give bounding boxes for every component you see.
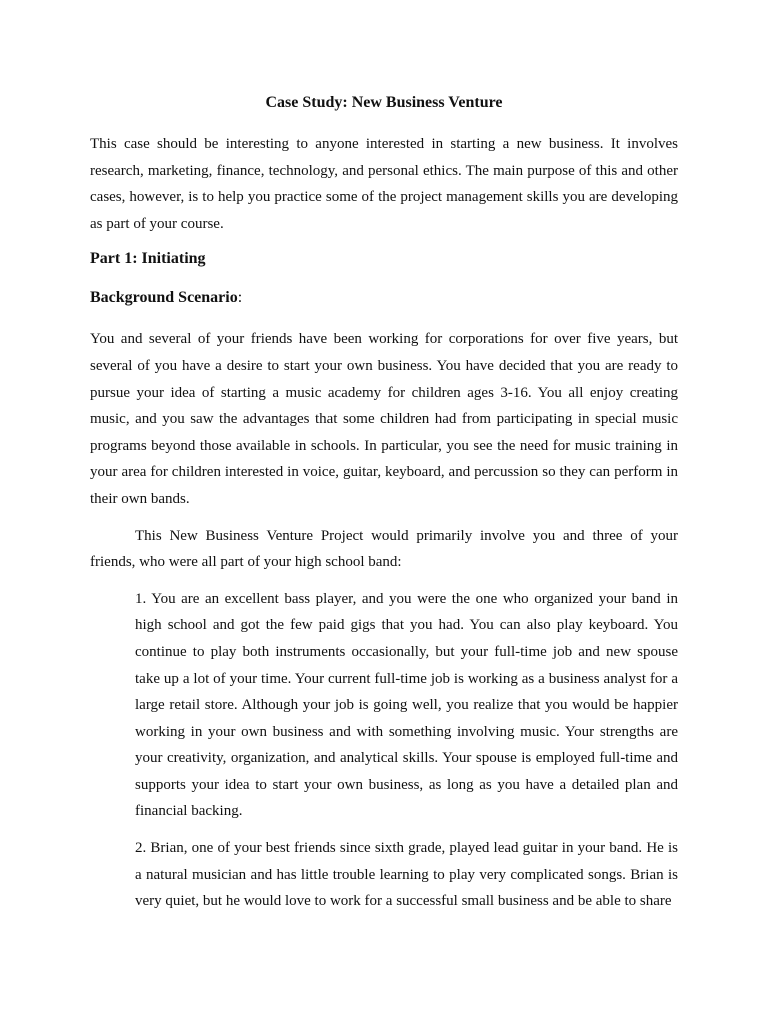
part-heading: Part 1: Initiating <box>90 250 206 268</box>
document-page <box>90 92 678 925</box>
project-paragraph: This New Business Venture Project would primarily involve you and three of your friends, who were all part of your high school band: <box>90 527 678 571</box>
background-heading-colon: : <box>237 289 243 307</box>
intro-paragraph: This case should be interesting to anyone interested in starting a new business. It involves research, marketing, finance, technology, and personal ethics. The main purpose of this and other cases, however, is to help you practice some of the project management skills you are developing as part of your course. <box>90 136 678 232</box>
document-title: Case Study: New Business Venture <box>265 94 503 111</box>
list-item-2: 2. Brian, one of your best friends since sixth grade, played lead guitar in your band. He is a natural musician and has little trouble learning to play very complicated songs. Brian is very quiet, but he would love to work for a successful small business and be able to share <box>135 840 678 910</box>
background-heading <box>90 287 678 309</box>
background-heading-text: Background Scenario <box>90 289 238 307</box>
scenario-paragraph: You and several of your friends have been working for corporations for over five years, but several of you have a desire to start your own business. You have decided that you are ready to pursue your idea of starting a music academy for children ages 3-16. You all enjoy creating music, and you saw the advantages that some children had from participating in special music programs beyond those available in schools. In particular, you see the need for music training in your area for children interested in voice, guitar, keyboard, and percussion so they can perform in their own bands. <box>90 331 678 507</box>
list-item-1: 1. You are an excellent bass player, and you were the one who organized your band in high school and got the few paid gigs that you had. You can also play keyboard. You continue to play both instruments occasionally, but your full-time job and new spouse take up a lot of your time. Your current full-time job is working as a business analyst for a large retail store. Although your job is going well, you realize that you would be happier working in your own business and with something involving music. Your strengths are your creativity, organization, and analytical skills. Your spouse is employed full-time and supports your idea to start your own business, as long as you have a detailed plan and financial backing. <box>135 590 678 820</box>
